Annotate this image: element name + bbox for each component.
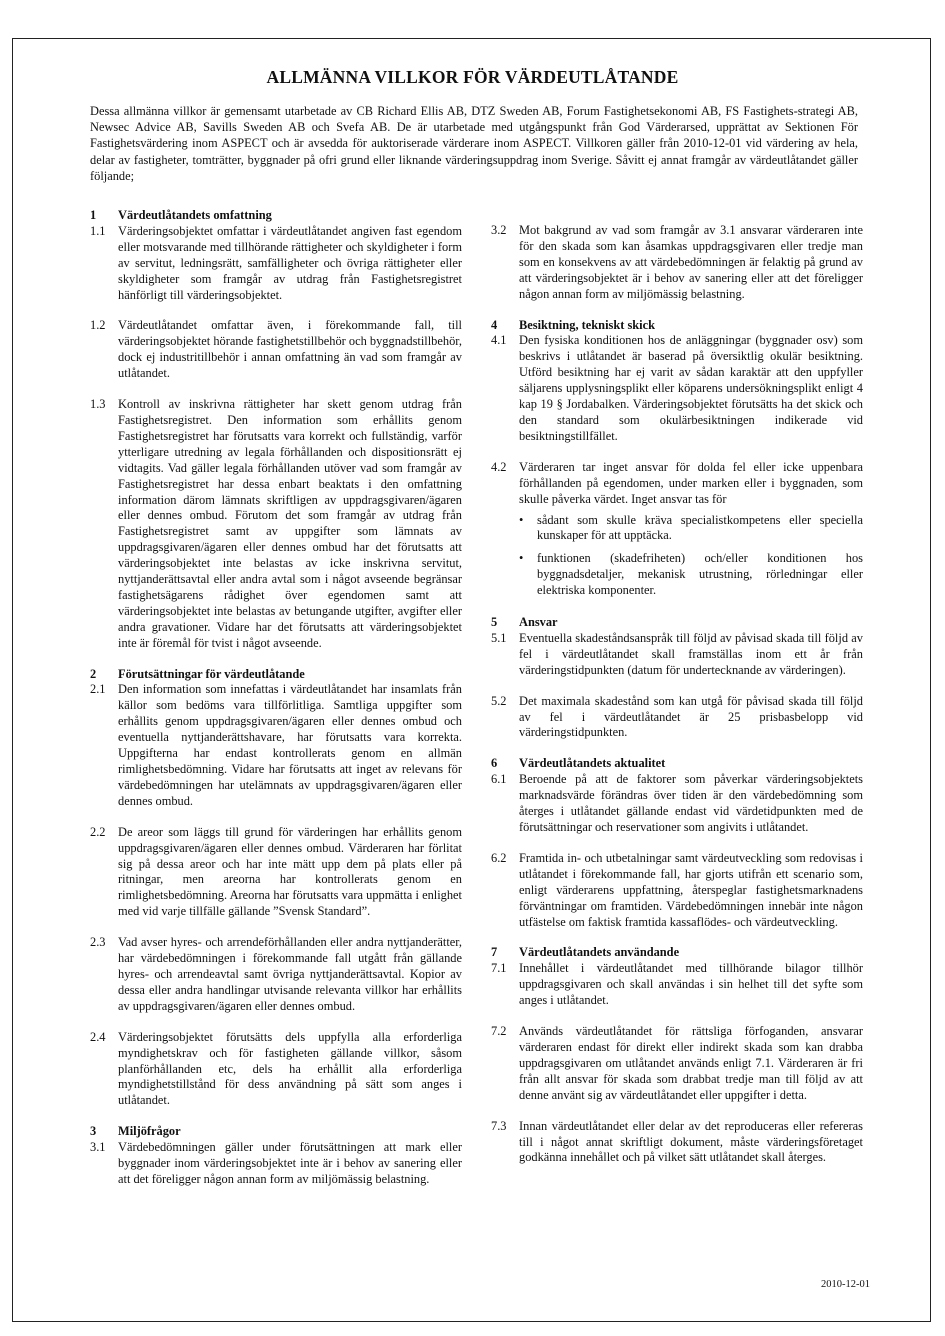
section-1-heading: 1 Värdeutlåtandets omfattning	[90, 208, 272, 222]
clause-6-2: 6.2 Framtida in- och utbetalningar samt värdeutveckling som redovisas i utlåtandet i förekommande fall, har gjorts utifrån ett scenario som, enligt värderarens uppfattning, återspeglar fastighetsmarknadens förväntningar om framtiden. Värdebedömningen innebär inte någon utfästelse om faktisk framtida kassaflödes- och värdeutveckling.	[491, 850, 863, 929]
clause-1-1: 1.1 Värderingsobjektet omfattar i värdeutlåtandet angiven fast egendom eller motsvarande med tillhörande rättigheter och skyldigheter i form av servitut, ledningsrätt, samfälligheter och övriga rättigheter eller skyldigheter som framgår av utdrag från Fastighetsregistret hänförligt till värderingsobjektet.	[90, 223, 462, 302]
section-6-heading: 6 Värdeutlåtandets aktualitet	[491, 756, 666, 771]
section-4-heading: 4 Besiktning, tekniskt skick	[491, 317, 655, 332]
clause-2-2: 2.2 De areor som läggs till grund för värderingen har erhållits genom uppdragsgivaren/ägaren eller dennes ombud. Värderaren har förlitat sig på dessa areor och har inte mätt upp dem på plats eller på ritningar, men areorna har kontrollerats genom en rimlighetsbedömning. Areorna har förutsatts vara uppmätta i enlighet med vid varje tillfälle gällande ”Svensk Standard”.	[90, 824, 462, 919]
clause-7-2: 7.2 Används värdeutlåtandet för rättsliga förfoganden, ansvarar värderaren endast för direkt eller indirekt skada som kan drabba uppdragsgivaren om utlåtandet används enligt 7.1. Värderaren är fri från allt ansvar för skada som drabbat tredje man till följd av att denne använt sig av värdeutlåtandet eller uppgifter i detta.	[491, 1024, 863, 1102]
document-title: ALLMÄNNA VILLKOR FÖR VÄRDEUTLÅTANDE	[266, 67, 679, 87]
list-item: • funktionen (skadefriheten) och/eller konditionen hos byggnadsdetaljer, mekanisk utrustning, rörledningar eller elektriska komponenter.	[519, 551, 863, 598]
clause-7-3: 7.3 Innan värdeutlåtandet eller delar av det reproduceras eller refereras till i något annat skriftligt dokument, måste värderingsföretaget godkänna innehållet och på vilket sätt utlåtandet skall återges.	[491, 1118, 863, 1165]
left-column	[90, 208, 462, 1203]
clause-6-1: 6.1 Beroende på att de faktorer som påverkar värderingsobjektets marknadsvärde förändras över tiden är den värdebedömning som återges i utlåtandet gällande endast vid värdetidpunkten med de förutsättningar och reservationer som angivits i utlåtandet.	[491, 772, 863, 834]
section-2-heading: 2 Förutsättningar för värdeutlåtande	[90, 666, 305, 681]
clause-2-4: 2.4 Värderingsobjektet förutsätts dels uppfylla alla erforderliga myndighetskrav och för fastigheten gällande villkor, såsom planförhållanden etc, dels ha erhållit alla erforderliga myndighetstillstånd för dess användning på sätt som anges i utlåtandet.	[90, 1029, 462, 1108]
section-5-heading: 5 Ansvar	[491, 615, 558, 630]
footer-date: 2010-12-01	[821, 1279, 870, 1290]
list-item: • sådant som skulle kräva specialistkompetens eller speciella kunskaper för att upptäcka.	[519, 512, 863, 543]
section-7-heading: 7 Värdeutlåtandets användande	[491, 945, 680, 960]
clause-2-3: 2.3 Vad avser hyres- och arrendeförhållanden eller andra nyttjanderätter, har värdebedömningen i förekommande fall utgått från gällande hyres- och arrendeavtal samt övriga nyttjanderättsavtal. Kopior av dessa eller andra handlingar utvisande relevanta villkor har erhållits av uppdragsgivaren/ägaren eller dennes ombud.	[90, 935, 462, 1013]
clause-4-2-bullets	[519, 513, 863, 600]
bullet-icon: •	[519, 551, 524, 566]
clause-3-2: 3.2 Mot bakgrund av vad som framgår av 3.1 ansvarar värderaren inte för den skada som kan åsamkas uppdragsgivaren eller tredje man som en konsekvens av att värdebedömningen är felaktig på grund av att värderingsobjektet är i behov av sanering eller att det föreligger någon annan form av miljömässig belastning.	[491, 223, 863, 301]
section-3-heading: 3 Miljöfrågor	[90, 1124, 181, 1139]
clause-2-1: 2.1 Den information som innefattas i värdeutlåtandet har insamlats från källor som bedöms vara tillförlitliga. Samtliga uppgifter som erhållits genom uppdragsgivaren/ägaren eller dennes ombud och eventuella nyttjanderättshavare, har förutsatts vara korrekta. Uppgifterna har endast kontrollerats genom en allmän rimlighetsbedömning. Vidare har förutsatts att inget av relevans för värdebedömningen har utelämnats av uppdragsgivaren/ägaren eller dennes ombud.	[90, 682, 462, 808]
clause-5-1: 5.1 Eventuella skadeståndsanspråk till följd av påvisad skada till följd av fel i värdeutlåtandet skall framställas inom ett år från värderingstidpunkten (datum för undertecknande av värderingen).	[491, 630, 863, 677]
clause-4-2: 4.2 Värderaren tar inget ansvar för dolda fel eller icke uppenbara förhållanden på egendomen, under marken eller i byggnaden, som skulle påverka värdet. Inget ansvar tas för	[491, 459, 863, 506]
clause-7-1: 7.1 Innehållet i värdeutlåtandet med tillhörande bilagor tillhör uppdragsgivaren och skall användas i sin helhet till det syfte som anges i utlåtandet.	[491, 961, 863, 1008]
clause-3-1: 3.1 Värdebedömningen gäller under förutsättningen att mark eller byggnader inom värderingsobjektet inte är i behov av sanering eller att det föreligger någon annan form av miljömässig belastning.	[90, 1140, 462, 1186]
clause-4-1: 4.1 Den fysiska konditionen hos de anläggningar (byggnader osv) som beskrivs i utlåtandet är baserad på översiktlig okulär besiktning. Utförd besiktning har ej varit av sådan karaktär att den uppfyller säljarens upplysningsplikt eller köparens undersökningsplikt enligt 4 kap 19 § Jordabalken. Värderingsobjektet förutsätts ha det skick och den standard som okulärbesiktningen indikerade vid besiktningstillfället.	[491, 333, 863, 443]
intro-paragraph: Dessa allmänna villkor är gemensamt utarbetade av CB Richard Ellis AB, DTZ Sweden AB, Forum Fastighetsekonomi AB, FS Fastighets-strategi AB, Newsec Advice AB, Savills Sweden AB och Svefa AB. De är utarbetade med utgångspunkt från God Värderarsed, upprättat av Sektionen För Fastighetsvärdering inom ASPECT och är avsedda för auktoriserade värderare inom ASPECT. Villkoren gäller från 2010-12-01 vid värdering av hela, delar av fastigheter, tomträtter, byggnader på ofri grund eller liknande värderingsuppdrag inom Sverige. Såvitt ej annat framgår av värdeutlåtandet gäller följande;	[90, 104, 858, 183]
clause-1-2: 1.2 Värdeutlåtandet omfattar även, i förekommande fall, till värderingsobjektet hörande fastighetstillbehör och byggnadstillbehör, dock ej industritillbehör i annan omfattning än vad som framgår av utlåtandet.	[90, 318, 462, 381]
bullet-icon: •	[519, 512, 524, 527]
clause-1-3: 1.3 Kontroll av inskrivna rättigheter har skett genom utdrag från Fastighetsregistret. Den information som erhållits genom Fastighetsregistret har förutsatts vara korrekt och fullständig, varför ytterligare utredning av legala förhållanden och dispositionsrätt ej vidtagits. Vad gäller legala förhållanden utöver vad som framgår av Fastighetsregistret har dessa enbart beaktats i den omfattning information därom lämnats skriftligen av uppdragsgivaren/ägaren eller dennes ombud. Förutom det som framgår av utdrag från Fastighetsregistret samt av uppgifter som lämnats av uppdragsgivaren/ägaren eller dennes ombud har det förutsatts att värderingsobjektet inte belastas av icke inskrivna servitut, nyttjanderättsavtal eller andra avtal som i något avseende begränsar fastighetsägarens rådighet över egendomen samt att värderingsobjektet inte belastas av betungande utgifter, avgifter eller andra gravationer. Vidare har det förutsatts att värderingsobjektet inte är föremål för tvist i något avseende.	[90, 397, 462, 650]
right-column	[491, 223, 863, 1181]
clause-5-2: 5.2 Det maximala skadestånd som kan utgå för påvisad skada till följd av fel i värdeutlåtandet är 25 prisbasbelopp vid värderingstidpunkten.	[491, 693, 863, 740]
